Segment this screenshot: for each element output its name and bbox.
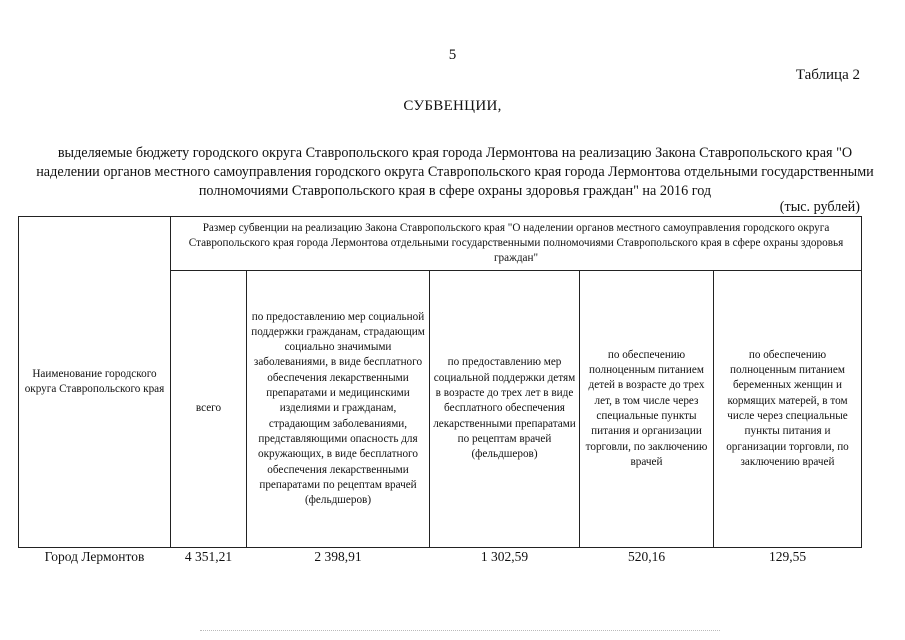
value-cell-children-medicines: 1 302,59 — [480, 549, 529, 564]
table-label: Таблица 2 — [795, 67, 860, 83]
group-column-header: Размер субвенции на реализацию Закона Ставропольского края "О наделении органов местного самоуправления городского округа Ставропольского края города Лермонтова отдельными государственными полномочиями Ставропольского края в сфере охраны здоровья граждан" — [171, 217, 862, 271]
value-cell-total: 4 351,21 — [184, 549, 233, 564]
table-row — [19, 548, 862, 568]
subvention-table — [18, 216, 862, 567]
page-number: 5 — [448, 47, 457, 63]
row-name-cell: Город Лермонтов — [44, 549, 145, 564]
document-title: СУБВЕНЦИИ, — [403, 98, 502, 114]
column-header-social-support: по предоставлению мер социальной поддержки гражданам, страдающим социально значимыми заболеваниями, в виде бесплатного обеспечения лекарственными препаратами и медицинскими изделиями и гражданам, страдающим заболеваниями, представляющими опасность для окружающих, в виде бесплатного обеспечения лекарственными препаратами по рецептам врачей (фельдшеров) — [247, 271, 430, 548]
value-cell-mothers-nutrition: 129,55 — [768, 549, 807, 564]
name-column-header: Наименование городского округа Ставропольского края — [19, 217, 171, 548]
column-header-mothers-nutrition: по обеспечению полноценным питанием беременных женщин и кормящих матерей, в том числе через специальные пункты питания и организации торговли, по заключению врачей — [714, 271, 862, 548]
scan-artifact-line — [200, 630, 720, 631]
column-header-children-nutrition: по обеспечению полноценным питанием детей в возрасте до трех лет, в том числе через специальные пункты питания и организации торговли, по заключению врачей — [580, 271, 714, 548]
column-header-total: всего — [171, 271, 247, 548]
table-header-row — [19, 217, 862, 271]
value-cell-social-support: 2 398,91 — [314, 549, 362, 564]
units-label: (тыс. рублей) — [779, 199, 860, 215]
column-header-children-medicines: по предоставлению мер социальной поддержки детям в возрасте до трех лет в виде бесплатного обеспечения лекарственными препаратами по рецептам врачей (фельдшеров) — [430, 271, 580, 548]
value-cell-children-nutrition: 520,16 — [627, 549, 666, 564]
document-subtitle: выделяемые бюджету городского округа Ставропольского края города Лермонтова на реализацию Закона Ставропольского края "О наделении органов местного самоуправления городского округа Ставропольского края города Лермонтова отдельными государственными полномочиями Ставропольского края в сфере охраны здоровья граждан" на 2016 год — [36, 145, 874, 199]
